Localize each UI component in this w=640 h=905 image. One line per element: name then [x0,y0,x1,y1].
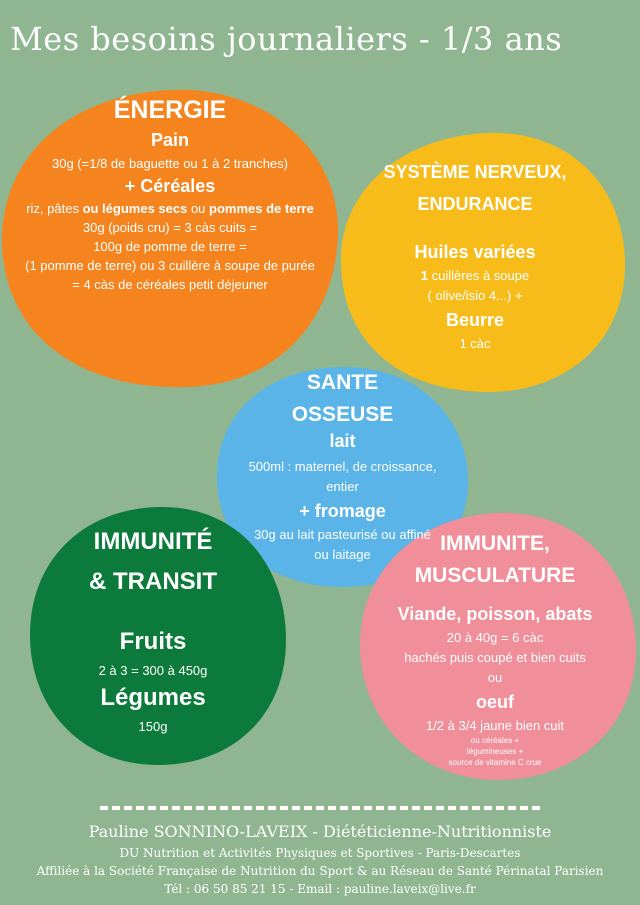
immunite-muscu-heading-2: MUSCULATURE [414,564,576,587]
footer-contact: Tél : 06 50 85 21 15 - Email : pauline.laveix@live.fr [164,882,476,896]
osseuse-heading-2: OSSEUSE [291,403,394,426]
beurre-detail: 1 càc [459,336,491,351]
footer-divider [100,806,540,810]
huiles-qty-unit: cuillères à soupe [428,268,530,283]
cereales-line2: 30g (poids cru) = 3 càs cuits = [82,220,258,235]
legumes-label: Légumes [100,684,206,711]
small-note-3: source de vitamine C crue [448,758,542,767]
viande-label: Viande, poisson, abats [397,604,593,624]
viande-detail-2: hachés puis coupé et bien cuits [404,650,586,665]
immunite-transit-section [28,530,278,740]
oeuf-label: oeuf [476,692,514,712]
footer-name: Pauline SONNINO-LAVEIX - Diététicienne-Nutritionniste [88,822,552,841]
small-note-2: légumineuses + [466,747,524,756]
cereales-label: + Céréales [124,176,216,196]
cereales-line1-c: ou [187,201,210,216]
energie-heading: ÉNERGIE [113,96,227,124]
lait-detail-2: entier [326,479,359,494]
nerveux-heading-1: SYSTÈME NERVEUX, [383,162,567,182]
nerveux-heading-2: ENDURANCE [417,194,533,214]
huiles-qty [345,269,605,289]
footer-affiliation: Affiliée à la Société Française de Nutrition du Sport & au Réseau de Santé Périnatal Parisien [36,864,604,878]
fromage-detail-1: 30g au lait pasteurisé ou affiné [254,527,431,542]
small-note-1: ou céréales + [470,736,520,745]
cereales-line5: = 4 càs de céréales petit déjeuner [72,277,268,292]
pain-detail: 30g (=1/8 de baguette ou 1 à 2 tranches) [52,156,288,171]
immunite-muscu-heading-1: IMMUNITE, [440,532,550,555]
huiles-label: Huiles variées [414,242,536,262]
huiles-detail: ( olive/isio 4...) + [427,288,523,303]
cereales-line1-d: pommes de terre [209,201,314,216]
fromage-label: + fromage [299,501,386,521]
footer-du: DU Nutrition et Activités Physiques et Sportives - Paris-Descartes [119,846,521,860]
cereales-line1-b: ou légumes secs [82,201,188,216]
fruits-detail: 2 à 3 = 300 à 450g [98,663,208,678]
lait-detail-1: 500ml : maternel, de croissance, [248,459,437,474]
beurre-label: Beurre [445,310,505,330]
immunite-transit-heading-2: & TRANSIT [89,568,217,595]
oeuf-detail: 1/2 à 3/4 jaune bien cuit [425,718,565,733]
huiles-qty-num: 1 [420,268,429,283]
osseuse-heading-1: SANTE [306,371,379,394]
lait-label: lait [329,431,356,451]
energie-section [0,98,340,297]
cereales-line3: 100g de pomme de terre = [93,239,247,254]
cereales-line1-a: riz, pâtes [26,201,83,216]
cereales-line1 [0,202,340,221]
immunite-muscu-section [365,533,625,770]
cereales-line4: (1 pomme de terre) ou 3 cuillère à soupe de purée [25,258,315,273]
fromage-detail-2: ou laitage [314,547,371,562]
viande-detail-1: 20 à 40g = 6 càc [446,630,544,645]
immunite-transit-heading-1: IMMUNITÉ [93,528,213,555]
legumes-detail: 150g [138,719,168,734]
page-title: Mes besoins journaliers - 1/3 ans [10,20,563,58]
pain-label: Pain [150,130,189,150]
nerveux-section [345,163,605,357]
ou-label: ou [487,670,503,685]
fruits-label: Fruits [119,628,187,655]
